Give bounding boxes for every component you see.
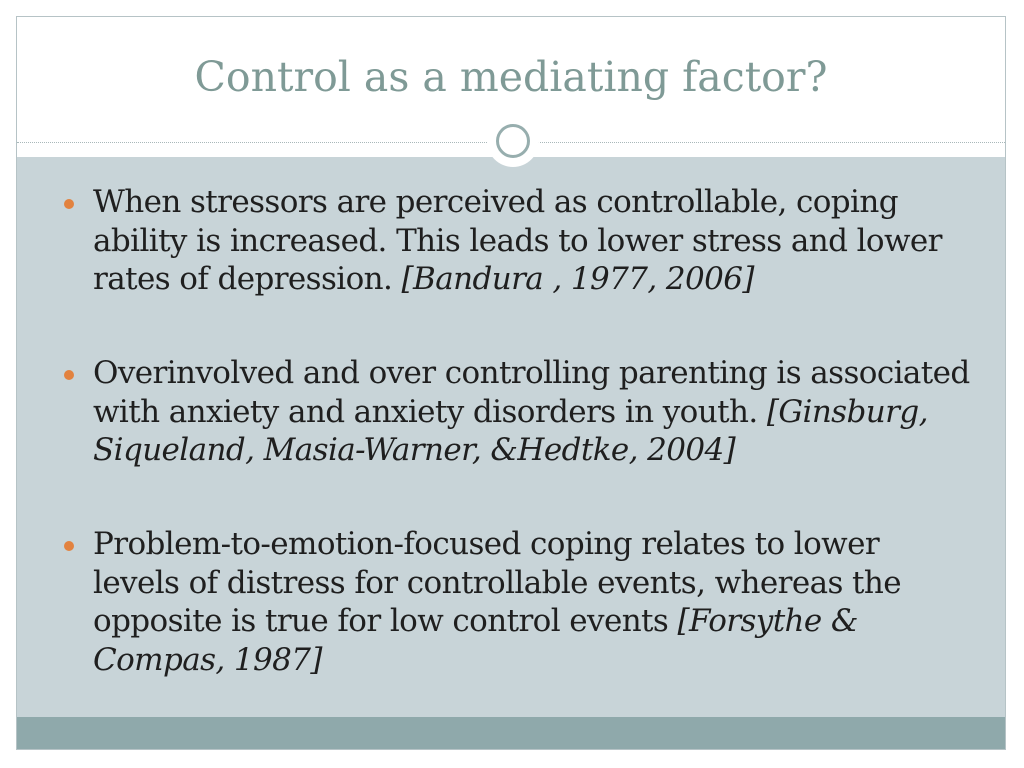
slide-title: Control as a mediating factor? bbox=[194, 53, 828, 101]
bullet-dot-icon bbox=[64, 541, 74, 551]
bullet-dot-icon bbox=[64, 370, 74, 380]
footer-band bbox=[17, 717, 1005, 750]
bullet-text bbox=[93, 525, 973, 679]
bullet-text bbox=[93, 354, 973, 470]
bullet-body: Overinvolved and over controlling parenting is associated with anxiety and anxiety disorders in youth. bbox=[93, 355, 970, 430]
slide bbox=[16, 16, 1006, 750]
circle-ornament-icon bbox=[496, 124, 530, 158]
bullet-citation: [Forsythe & Compas, 1987] bbox=[93, 603, 858, 678]
bullet-dot-icon bbox=[64, 199, 74, 209]
bullet-citation: [Bandura , 1977, 2006] bbox=[401, 261, 754, 297]
bullet-text bbox=[93, 183, 973, 299]
bullet-body: Problem-to-emotion-focused coping relates to lower levels of distress for controllable events, whereas the opposite is true for low control events bbox=[93, 526, 902, 639]
bullet-citation: [Ginsburg, Siqueland, Masia-Warner, &Hedtke, 2004] bbox=[93, 393, 928, 468]
bullet-body: When stressors are perceived as controllable, coping ability is increased. This leads to lower stress and lower rates of depression. bbox=[93, 184, 942, 297]
